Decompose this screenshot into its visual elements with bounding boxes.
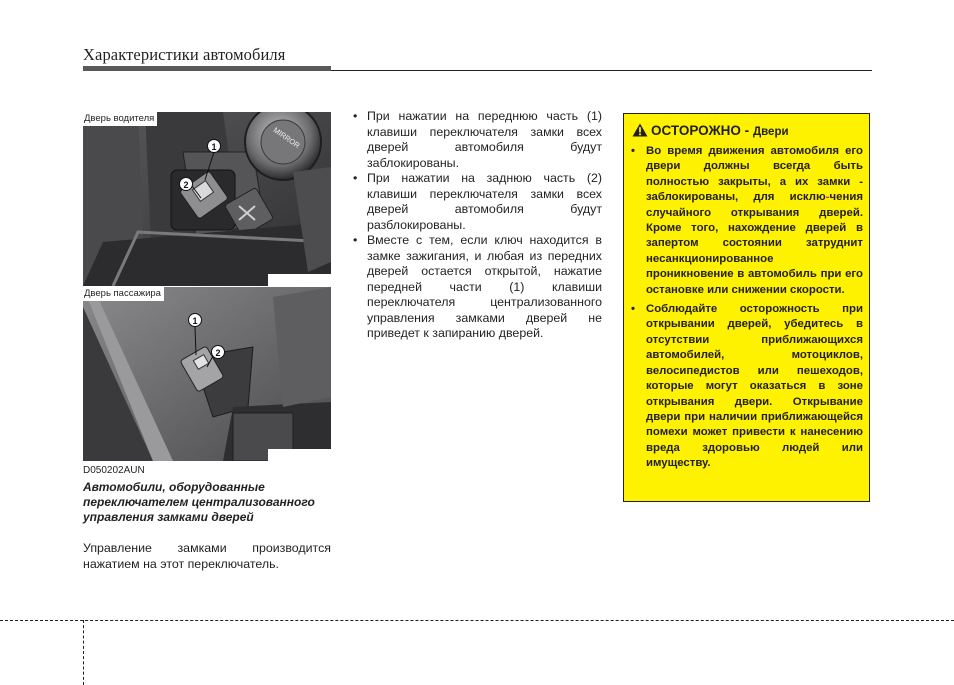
driver-door-label: Дверь водителя bbox=[83, 112, 157, 126]
caution-box bbox=[623, 113, 870, 502]
list-item bbox=[352, 233, 602, 342]
footer-dashed-line bbox=[0, 620, 954, 621]
instruction-list bbox=[352, 109, 602, 342]
section-subheading: Автомобили, оборудованные переключателем централизованного управления замками дверей bbox=[83, 480, 315, 525]
bullet-icon: • bbox=[353, 171, 358, 185]
bullet-icon: • bbox=[631, 303, 635, 316]
caution-item-text: Соблюдайте осторожность при открывании дверей, убедитесь в отсутствии приближающихся автомобилей, мотоциклов, велосипедистов или пешеходов, которые могут оказаться в зоне открывания двери. Открывание двери при наличии приближающейся помехи может привести к нанесению вреда здоровью людей или имуществу. bbox=[646, 303, 863, 470]
header-rule-thick bbox=[83, 66, 331, 71]
caution-hyphen: - bbox=[825, 191, 830, 204]
header-rule-thin bbox=[331, 70, 872, 71]
driver-door-photo bbox=[83, 112, 331, 286]
list-item bbox=[352, 109, 602, 171]
caution-item-text-end: чения случайного открывания дверей. Кроме того, нахождение дверей в запертом состоянии затруднит несанкционированное проникновение в автомобиль при его остановке или снижении скорости. bbox=[646, 191, 863, 296]
passenger-door-photo bbox=[83, 287, 331, 461]
footer-dashed-vertical bbox=[83, 620, 84, 685]
passenger-door-label: Дверь пассажира bbox=[83, 287, 164, 301]
photo-corner-mask bbox=[268, 274, 331, 286]
photo-corner-mask bbox=[268, 449, 331, 461]
mirror-knob-text: MIRROR bbox=[271, 125, 302, 151]
figure-code: D050202AUN bbox=[83, 465, 145, 476]
marker-2-label: 2 bbox=[215, 348, 221, 358]
caution-title: ОСТОРОЖНО - bbox=[651, 123, 750, 138]
caution-item bbox=[630, 144, 863, 298]
section-body-text: Управление замками производится нажатием на этот переключатель. bbox=[83, 541, 331, 571]
list-item bbox=[352, 171, 602, 233]
caution-list bbox=[630, 144, 863, 472]
page-header-title: Характеристики автомобиля bbox=[83, 45, 286, 64]
list-item-text: При нажатии на заднюю часть (2) клавиши переключателя замки всех дверей автомобиля будут разблокированы. bbox=[367, 171, 602, 232]
warning-triangle-icon bbox=[632, 123, 648, 137]
marker-2-label: 2 bbox=[183, 180, 189, 190]
list-item-text: При нажатии на переднюю часть (1) клавиши переключателя замки всех дверей автомобиля будут заблокированы. bbox=[367, 109, 602, 170]
caution-heading bbox=[632, 123, 789, 138]
bullet-icon: • bbox=[353, 109, 358, 123]
bullet-icon: • bbox=[631, 145, 635, 157]
bullet-icon: • bbox=[353, 233, 358, 247]
list-item-text: Вместе с тем, если ключ находится в замке зажигания, и любая из передних дверей остается открытой, нажатие передней части (1) клавиши переключателя централизованного управления замками дверей не приведет к запиранию дверей. bbox=[367, 233, 602, 340]
caution-item bbox=[630, 302, 863, 471]
marker-1-label: 1 bbox=[192, 316, 198, 326]
marker-1-label: 1 bbox=[211, 142, 217, 152]
caution-item-text-start: Во время движения автомобиля его двери должны всегда быть полностью закрыты, а их замки - заблокированы, для исклю bbox=[646, 145, 863, 204]
caution-subtitle: Двери bbox=[752, 126, 789, 138]
